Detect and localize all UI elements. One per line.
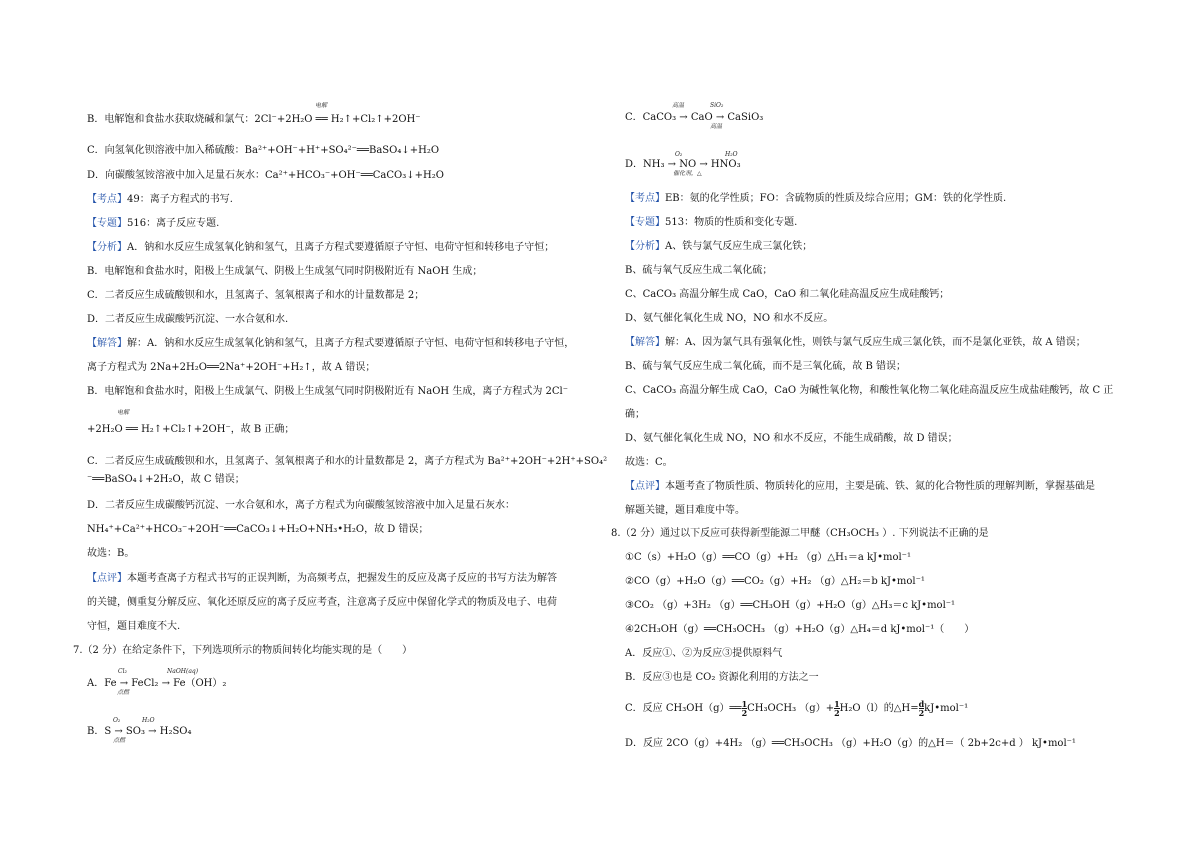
kaodian-line-r: 【考点】EB：氨的化学性质；FO：含硫物质的性质及综合应用；GM：铁的化学性质. [625, 193, 1007, 204]
under-label-gaowen: 高温 [710, 123, 723, 130]
text-line: 守恒，题目难度不大. [87, 621, 181, 632]
over-label-sio2: SiO₂ [710, 102, 724, 109]
option-a-8: A．反应①、②为反应③提供原料气 [625, 648, 783, 659]
jieda-line: 【解答】解：A．钠和水反应生成氢氧化钠和氢气，且离子方程式要遵循原子守恒、电荷守恒和转移电子守恒， [87, 338, 575, 349]
reaction-3: ③CO₂ （g）+3H₂ （g）══CH₃OH（g）+H₂O（g）△H₃＝c kJ•mol⁻¹ [625, 600, 956, 611]
text-line: D．二者反应生成碳酸钙沉淀、一水合氨和水，离子方程式为向碳酸氢铵溶液中加入足量石灰水： [87, 500, 516, 511]
text-line: B．电解饱和食盐水时，阳极上生成氯气、阴极上生成氢气同时阴极附近有 NaOH 生成； [87, 266, 483, 277]
fraction: $\frac{1}{2}$ [834, 699, 840, 718]
fenxi-line-r: 【分析】A、铁与氯气反应生成三氯化铁； [625, 241, 813, 252]
question-8: 8.（2 分）通过以下反应可获得新型能源二甲醚（CH₃OCH₃ ）. 下列说法不正确的是 [611, 528, 989, 539]
text-line: ⁻══BaSO₄↓+2H₂O，故 C 错误； [87, 474, 245, 485]
question-7: 7.（2 分）在给定条件下，下列选项所示的物质间转化均能实现的是（ ） [73, 645, 413, 656]
option-d-8: D．反应 2CO（g）+4H₂ （g）══CH₃OCH₃ （g）+H₂O（g）的△H＝（ 2b+2c+d ） kJ•mol⁻¹ [625, 738, 1076, 749]
tag-label: 【专题】 [625, 217, 665, 228]
option-b-7: B．S → SO₃ → H₂SO₄ [87, 726, 192, 737]
text-line: B、硫与氧气反应生成二氧化硫，而不是三氧化硫，故 B 错误； [625, 361, 907, 372]
fenxi-line: 【分析】A．钠和水反应生成氢氧化钠和氢气，且离子方程式要遵循原子守恒、电荷守恒和转移电子守恒； [87, 242, 555, 253]
text-line: 故选：C。 [625, 457, 673, 468]
zhuanti-line: 【专题】516：离子反应专题. [87, 218, 220, 229]
option-d-7: D．NH₃ → NO → HNO₃ [625, 159, 741, 170]
under-label-cuihua: 催化剂，△ [673, 170, 702, 177]
dianping-line-r: 【点评】本题考查了物质性质、物质转化的应用，主要是硫、铁、氮的化合物性质的理解判断，掌握基础是 [625, 481, 1095, 492]
text-line: D、氨气催化氧化生成 NO，NO 和水不反应，不能生成硝酸，故 D 错误； [625, 433, 958, 444]
text-line: +2H₂O ══ H₂↑+Cl₂↑+2OH⁻，故 B 正确； [87, 424, 295, 435]
text-line: C．二者反应生成硫酸钡和水，且氢离子、氢氧根离子和水的计量数都是 2，离子方程式为 Ba²⁺+2OH⁻+2H⁺+SO₄² [87, 456, 608, 467]
over-label-o2-2: O₂ [675, 151, 683, 158]
jieda-line-r: 【解答】解：A、因为氯气具有强氧化性，则铁与氯气反应生成三氯化铁，而不是氯化亚铁，故 A 错误； [625, 337, 1086, 348]
tag-label: 【分析】 [87, 242, 127, 253]
tag-label: 【分析】 [625, 241, 665, 252]
fraction: $\frac{d}{2}$ [918, 699, 925, 718]
over-label-dianjie-2: 电解 [117, 409, 130, 416]
text-line: C、CaCO₃ 高温分解生成 CaO，CaO 为碱性氧化物，和酸性氧化物二氧化硅高温反应生成盐硅酸钙，故 C 正 [625, 385, 1114, 396]
reaction-2: ②CO（g）+H₂O（g）══CO₂（g）+H₂ （g）△H₂＝b kJ•mol⁻¹ [625, 576, 925, 587]
dianping-line: 【点评】本题考查离子方程式书写的正误判断，为高频考点，把握发生的反应及离子反应的书写方法为解答 [87, 573, 557, 584]
tag-label: 【点评】 [625, 481, 665, 492]
tag-label: 【点评】 [87, 573, 127, 584]
option-d-line: D．向碳酸氢铵溶液中加入足量石灰水：Ca²⁺+HCO₃⁻+OH⁻══CaCO₃↓+H₂O [87, 170, 444, 181]
over-label-dianjie: 电解 [315, 102, 328, 109]
tag-label: 【考点】 [87, 194, 127, 205]
option-b-line: B．电解饱和食盐水获取烧碱和氯气：2Cl⁻+2H₂O ══ H₂↑+Cl₂↑+2OH⁻ [87, 114, 421, 125]
text-line: B、硫与氧气反应生成二氧化硫； [625, 265, 773, 276]
under-label-dianran: 点燃 [117, 689, 130, 696]
text-line: C、CaCO₃ 高温分解生成 CaO，CaO 和二氧化硅高温反应生成硅酸钙； [625, 289, 950, 300]
tag-label: 【考点】 [625, 193, 665, 204]
tag-label: 【解答】 [87, 338, 127, 349]
text-line: C．二者反应生成硫酸钡和水，且氢离子、氢氧根离子和水的计量数都是 2； [87, 290, 425, 301]
under-label-dianran-2: 点燃 [113, 737, 126, 744]
over-label-h2o: H₂O [142, 717, 155, 724]
text-line: D、氨气催化氧化生成 NO，NO 和水不反应。 [625, 313, 834, 324]
text-line: B．电解饱和食盐水时，阳极上生成氯气、阴极上生成氢气同时阴极附近有 NaOH 生成，离子方程式为 2Cl⁻ [87, 386, 569, 397]
text-line: 解题关键，题目难度中等。 [625, 505, 745, 516]
text-line: D．二者反应生成碳酸钙沉淀、一水合氨和水. [87, 314, 289, 325]
over-label-cl2: Cl₂ [118, 668, 127, 675]
option-c-line: C．向氢氧化钡溶液中加入稀硫酸：Ba²⁺+OH⁻+H⁺+SO₄²⁻══BaSO₄↓+H₂O [87, 145, 440, 156]
option-c-8: C．反应 CH₃OH（g）══ $\frac{1}{2}$ CH₃OCH₃ （g）+ $\frac{1}{2}$ H₂O（l）的△H= $\frac{d}{2}$ kJ•mol⁻¹ [625, 699, 969, 718]
option-a-7: A．Fe → FeCl₂ → Fe（OH）₂ [87, 678, 227, 689]
text-line: 的关键，侧重复分解反应、氧化还原反应的离子反应考查，注意离子反应中保留化学式的物质及电子、电荷 [87, 597, 557, 608]
zhuanti-line-r: 【专题】513：物质的性质和变化专题. [625, 217, 798, 228]
over-label-o2: O₂ [113, 717, 121, 724]
tag-label: 【专题】 [87, 218, 127, 229]
text-line: 确； [625, 409, 645, 420]
over-label-gaowen: 高温 [672, 102, 685, 109]
reaction-4: ④2CH₃OH（g）══CH₃OCH₃ （g）+H₂O（g）△H₄＝d kJ•mol⁻¹（ ） [625, 624, 975, 635]
reaction-1: ①C（s）+H₂O（g）══CO（g）+H₂ （g）△H₁＝a kJ•mol⁻¹ [625, 552, 911, 563]
text-line: NH₄⁺+Ca²⁺+HCO₃⁻+2OH⁻══CaCO₃↓+H₂O+NH₃•H₂O，故 D 错误； [87, 524, 429, 535]
kaodian-line: 【考点】49：离子方程式的书写. [87, 194, 233, 205]
over-label-naoh: NaOH(aq) [167, 668, 199, 675]
text-line: 离子方程式为 2Na+2H₂O══2Na⁺+2OH⁻+H₂↑，故 A 错误； [87, 362, 376, 373]
over-label-h2o-2: H₂O [725, 151, 738, 158]
fraction: $\frac{1}{2}$ [741, 699, 748, 718]
option-b-8: B．反应③也是 CO₂ 资源化利用的方法之一 [625, 672, 819, 683]
tag-label: 【解答】 [625, 337, 665, 348]
text-line: 故选：B。 [87, 548, 135, 559]
option-c-7: C．CaCO₃ → CaO → CaSiO₃ [625, 112, 764, 123]
